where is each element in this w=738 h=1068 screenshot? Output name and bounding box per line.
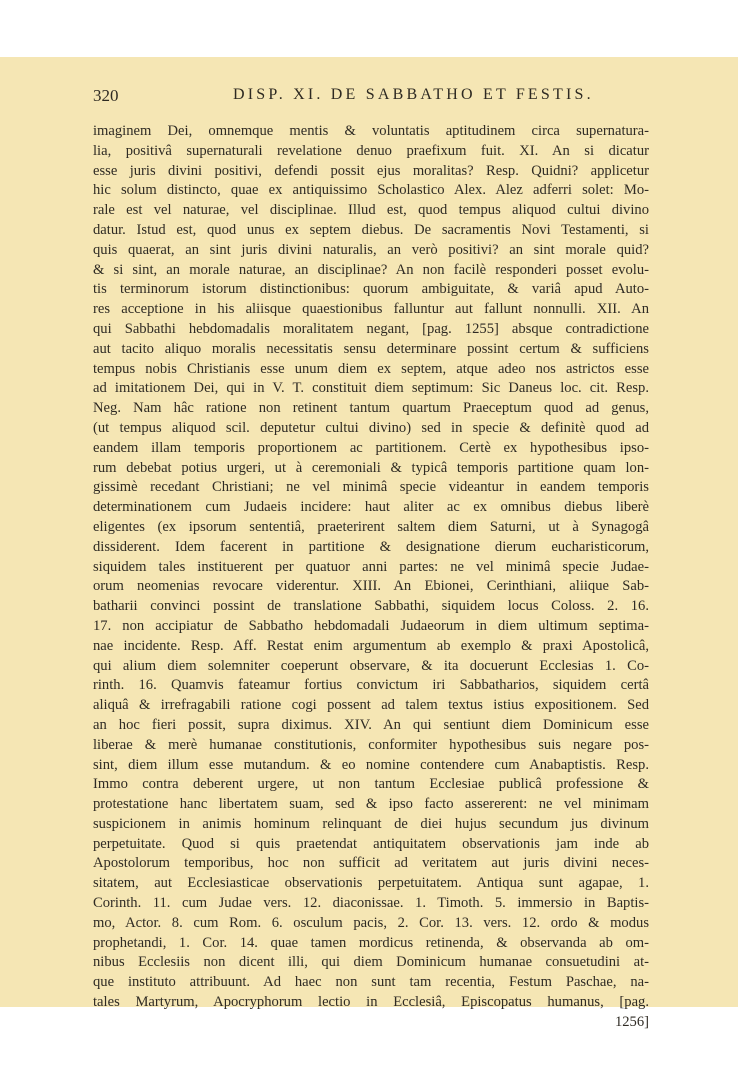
text-line: mo, Actor. 8. cum Rom. 6. osculum pacis, 2. Cor. 13. vers. 12. ordo & modus: [93, 914, 649, 931]
text-line: eandem illam temporis proportionem ac partitionem. Certè ex hypothesibus ipso-: [93, 439, 649, 456]
text-line: hic solum distincto, quae ex antiquissimo Scholastico Alex. Alez adferri solet: Mo-: [93, 182, 649, 199]
text-line: datur. Istud est, quod unus ex septem diebus. De sacramentis Novi Testamenti, si: [93, 221, 649, 238]
text-line: ad imitationem Dei, qui in V. T. constituit diem septimum: Sic Daneus loc. cit. Resp.: [93, 380, 649, 397]
text-line: & si sint, an morale naturae, an disciplinae? An non facilè responderi posset evolu-: [93, 261, 649, 278]
text-line: tempus nobis Christianis esse unum diem ex septem, atque adeo nos astrictos esse: [93, 360, 649, 377]
text-line: rum debebat potius urgeri, ut à ceremoniali & typicâ temporis partitione quam lon-: [93, 459, 649, 476]
text-line: imaginem Dei, omnemque mentis & voluntatis aptitudinem circa supernatura-: [93, 123, 649, 139]
text-line: sitatem, aut Ecclesiasticae observationis perpetuitatem. Antiqua sunt agapae, 1.: [93, 875, 649, 892]
text-line: sint, diem illum esse mutandum. & eo nomine contendere cum Anabaptistis. Resp.: [93, 756, 649, 773]
text-line: que instituto attribuunt. Ad haec non sunt tam recentia, Festum Paschae, na-: [93, 974, 649, 991]
text-line: nibus Ecclesiis non dicent illi, qui diem Dominicum humanae consuetudini at-: [93, 954, 649, 971]
running-title: DISP. XI. DE SABBATHO ET FESTIS.: [233, 86, 594, 103]
text-line: batharii convinci possint de translatione Sabbathi, siquidem locus Coloss. 2. 16.: [93, 598, 649, 615]
text-line: orum neomenias revocare viderentur. XIII. An Ebionei, Cerinthiani, aliique Sab-: [93, 578, 649, 595]
text-line: tales Martyrum, Apocryphorum lectio in Ecclesiâ, Episcopatus humanus, [pag.: [93, 994, 649, 1011]
text-line: Apostolorum temporibus, hoc non sufficit ad veritatem aut juris divini neces-: [93, 855, 649, 872]
text-line: Neg. Nam hâc ratione non retinent tantum quartum Praeceptum quod ad genus,: [93, 400, 649, 417]
text-line: protestatione hanc libertatem suam, sed & ipso facto assererent: ne vel minimam: [93, 796, 649, 813]
book-page: [0, 57, 738, 1030]
page-header: [93, 86, 649, 108]
text-line: rinth. 16. Quamvis fateamur fortius convictum iri Sabbatharios, siquidem certâ: [93, 677, 649, 694]
body-text: [93, 122, 649, 1033]
text-line: aliquâ & irrefragabili ratione cogi possent ad talem textus istius expositionem. Sed: [93, 697, 649, 714]
text-line: res acceptione in his aliisque quaestionibus falluntur aut fallunt nonnulli. XII. An: [93, 301, 649, 318]
text-line: gissimè recedant Christiani; ne vel minimâ specie videantur in eandem temporis: [93, 479, 649, 496]
text-line: prophetandi, 1. Cor. 14. quae tamen mordicus retinenda, & observanda ab om-: [93, 934, 649, 951]
text-line: dissiderent. Idem facerent in partitione & designatione dierum eucharisticorum,: [93, 538, 649, 555]
text-line: siquidem tales instituerent per quatuor anni partes: ne vel minimâ specie Judae-: [93, 558, 649, 575]
text-line: esse juris divini positivi, defendi possit ejus moralitas? Resp. Quidni? applicetur: [93, 162, 649, 179]
text-line: qui Sabbathi hebdomadalis moralitatem negant, [pag. 1255] absque contradictione: [93, 320, 649, 337]
text-line: nae incidente. Resp. Aff. Restat enim argumentum ab exemplo & praxi Apostolicâ,: [93, 637, 649, 654]
text-line: Immo contra deberent urgere, ut non tantum Ecclesiae publicâ professione &: [93, 776, 649, 793]
text-line: tis terminorum istorum distinctionibus: quorum ambiguitate, & variâ apud Auto-: [93, 281, 649, 298]
text-line: eligentes (ex ipsorum sententiâ, praeterirent saltem diem Saturni, ut à Synagogâ: [93, 518, 649, 535]
text-line: (ut tempus aliquod scil. deputetur cultui divino) sed in specie & definitè quod ad: [93, 419, 649, 436]
text-line: rale est vel naturae, vel disciplinae. Illud est, quod tempus aliquod cultui divino: [93, 202, 649, 219]
text-line: Corinth. 11. cum Judae vers. 12. diaconissae. 1. Timoth. 5. immersio in Baptis-: [93, 895, 649, 912]
page-number: 320: [93, 86, 119, 105]
text-line: 1256]: [614, 1013, 649, 1030]
text-line: quis quaerat, an sint juris divini naturalis, an verò positivi? an sint morale quid?: [93, 241, 649, 258]
text-line: qui alium diem solemniter coeperunt observare, & ita docuerunt Ecclesias 1. Co-: [93, 657, 649, 674]
text-line: an hoc fieri possit, supra diximus. XIV. An qui sentiunt diem Dominicum esse: [93, 716, 649, 733]
text-line: perpetuitate. Quod si quis praetendat antiquitatem observationis jam inde ab: [93, 835, 649, 852]
text-line: suspicionem in animis hominum relinquant de diei hujus secundum jus divinum: [93, 815, 649, 832]
text-line: 17. non accipiatur de Sabbatho hebdomadali Judaeorum in diem ultimum septima-: [93, 617, 649, 634]
text-line: aut tacito aliquo moralis necessitatis sensu determinare possint certum & sufficiens: [93, 340, 649, 357]
text-line: determinationem cum Judaeis incidere: haut aliter ac ex omnibus diebus liberè: [93, 499, 649, 516]
text-line: lia, positivâ supernaturali revelatione denuo praefixum fuit. XI. An si dicatur: [93, 142, 649, 159]
text-line: liberae & merè humanae constitutionis, conformiter hypothesibus suis negare pos-: [93, 736, 649, 753]
